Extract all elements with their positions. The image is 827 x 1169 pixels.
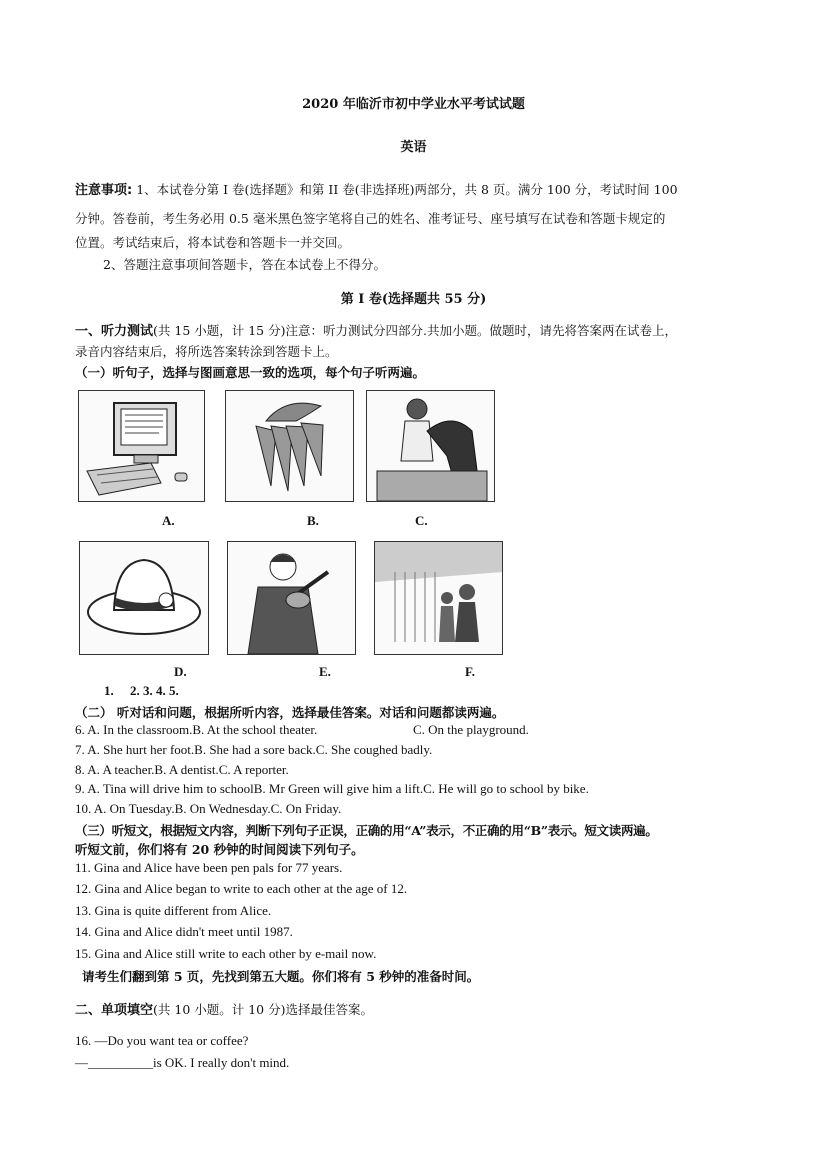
question-11: 11. Gina and Alice have been pen pals for 77 years. [75, 860, 343, 875]
picture-label-a: A. [162, 513, 175, 528]
volume-title: 第 I 卷(选择题共 55 分) [340, 292, 487, 307]
question-6-option-c: C. On the playground. [413, 722, 529, 737]
section2-heading: 二、单项填空 [75, 1003, 154, 1018]
section1-note-2: 录音内容结束后，将所选答案转涂到答题卡上。 [75, 344, 338, 359]
subject-title: 英语 [400, 140, 427, 155]
picture-c [366, 390, 495, 502]
turn-page-instruction: 请考生们翻到第 5 页，先找到第五大题。你们将有 5 秒钟的准备时间。 [82, 969, 480, 984]
section1-note: 注意：听力测试分四部分.共加小题。做题时，请先将答案两在试卷上， [285, 323, 677, 338]
carrots-icon [226, 391, 353, 501]
hat-icon [80, 542, 208, 654]
question-10: 10. A. On Tuesday.B. On Wednesday.C. On Friday. [75, 801, 342, 816]
question-12: 12. Gina and Alice began to write to each other at the age of 12. [75, 881, 408, 896]
notice-line-4: 2、答题注意事项间答题卡，答在本试卷上不得分。 [103, 257, 386, 272]
question-15: 15. Gina and Alice still write to each other by e-mail now. [75, 946, 377, 961]
violin-player-icon [228, 542, 355, 654]
section1-header [75, 320, 677, 339]
question-9: 9. A. Tina will drive him to schoolB. Mr Green will give him a lift.C. He will go to school by bike. [75, 781, 589, 796]
notice-text-1: 1、本试卷分第 I 卷(选择题》和第 II 卷(非选择班)两部分，共 8 页。满分 100 分，考试时间 100 [136, 182, 678, 197]
waterfall-icon [375, 542, 502, 654]
picture-b [225, 390, 354, 502]
picture-label-b: B. [307, 513, 319, 528]
picture-label-d: D. [174, 664, 187, 679]
exam-title: 2020 年临沂市初中学业水平考试试题 [302, 97, 525, 112]
question-16-response: —__________is OK. I really don't mind. [75, 1055, 290, 1070]
question-13: 13. Gina is quite different from Alice. [75, 903, 272, 918]
picture-a [78, 390, 205, 502]
notice-line-1 [75, 179, 678, 198]
horse-rider-icon [367, 391, 494, 501]
computer-icon [79, 391, 204, 501]
picture-e [227, 541, 356, 655]
question-8: 8. A. A teacher.B. A dentist.C. A reporter. [75, 762, 289, 777]
section1-meta: (共 15 小题，计 15 分) [153, 323, 286, 338]
picture-f [374, 541, 503, 655]
question-6: 6. A. In the classroom.B. At the school theater. [75, 722, 318, 737]
section1-heading: 一、听力测试 [75, 324, 154, 339]
answer-slots: 1. 2. 3. 4. 5. [104, 683, 179, 698]
question-16: 16. —Do you want tea or coffee? [75, 1033, 249, 1048]
picture-label-c: C. [415, 513, 428, 528]
notice-line-3: 位置。考试结束后，将本试卷和答题卡一并交回。 [75, 235, 351, 250]
part3-title-1: （三）听短文，根据短文内容，判断下列句子正误，正确的用“A”表示，不正确的用“B”表示。短文读两遍。 [75, 823, 658, 838]
part1-title: （一）听句子，选择与图画意思一致的选项，每个句子听两遍。 [75, 365, 426, 380]
picture-label-f: F. [465, 664, 475, 679]
part3-title-2: 听短文前，你们将有 20 秒钟的时间阅读下列句子。 [75, 842, 364, 857]
notice-line-2: 分钟。答卷前，考生务必用 0.5 毫米黑色签字笔将自己的姓名、准考证号、座号填写在试卷和答题卡规定的 [75, 211, 666, 226]
question-14: 14. Gina and Alice didn't meet until 1987. [75, 924, 293, 939]
part2-title: （二） 听对话和问题，根据所听内容，选择最佳答案。对话和问题都读两遍。 [75, 705, 505, 720]
picture-label-e: E. [319, 664, 331, 679]
section2-header [75, 999, 373, 1018]
section2-note: 选择最佳答案。 [285, 1002, 373, 1017]
question-7: 7. A. She hurt her foot.B. She had a sore back.C. She coughed badly. [75, 742, 433, 757]
notice-label: 注意事项: [75, 183, 133, 198]
picture-d [79, 541, 209, 655]
section2-meta: (共 10 小题。计 10 分) [153, 1002, 286, 1017]
